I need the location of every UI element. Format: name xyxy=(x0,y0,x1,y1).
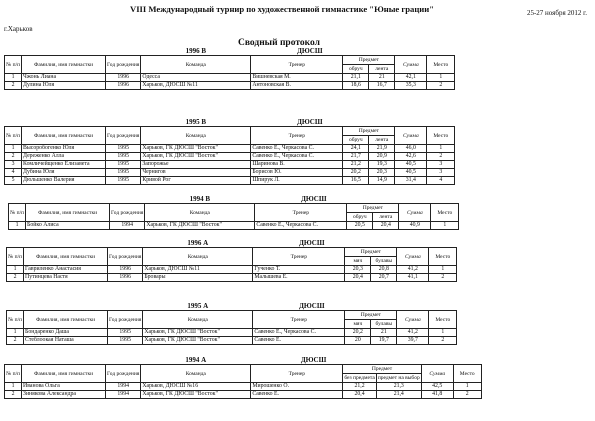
header-subject: Предмет xyxy=(343,365,421,374)
score-sum: 42,5 xyxy=(421,383,453,391)
gymnast-name: Дереженко Алла xyxy=(22,153,106,161)
row-number: 2 xyxy=(7,337,24,345)
row-number: 2 xyxy=(5,82,22,90)
results-block xyxy=(4,48,455,90)
org-label: ДЮСШ xyxy=(299,240,325,248)
birth-year: 1995 xyxy=(106,177,141,185)
score-apparatus-2: 19,3 xyxy=(369,161,395,169)
row-number: 5 xyxy=(5,177,22,185)
team-name: Харьков, ГК ДЮСШ "Восток" xyxy=(143,329,253,337)
team-name: Харьков, ГК ДЮСШ "Восток" xyxy=(141,391,251,399)
score-apparatus-2: 21,3 xyxy=(376,383,421,391)
place: 2 xyxy=(429,337,457,345)
header-place: Место xyxy=(427,127,455,145)
header-sum: Сумма xyxy=(395,127,427,145)
place: 1 xyxy=(429,266,457,274)
place: 3 xyxy=(427,161,455,169)
place: 1 xyxy=(453,383,481,391)
table-row xyxy=(7,329,457,337)
header-year: Год рождения xyxy=(106,56,141,74)
header-apparatus-1: обруч xyxy=(343,136,369,145)
header-apparatus-1: обруч xyxy=(343,65,369,74)
results-table xyxy=(6,240,457,282)
header-place: Место xyxy=(429,311,457,329)
score-apparatus-1: 20,3 xyxy=(345,266,371,274)
team-name: Харьков, ГК ДЮСШ "Восток" xyxy=(145,222,255,230)
score-apparatus-1: 21,7 xyxy=(343,153,369,161)
row-number: 1 xyxy=(9,222,26,230)
org-label: ДЮСШ xyxy=(301,196,327,204)
header-name: Фамилия, имя гимнастки xyxy=(24,311,108,329)
team-name: Бровары xyxy=(143,274,253,282)
header-sum: Сумма xyxy=(399,204,431,222)
results-table xyxy=(6,303,457,345)
row-number: 2 xyxy=(5,153,22,161)
header-name: Фамилия, имя гимнастки xyxy=(22,365,106,383)
place: 1 xyxy=(427,145,455,153)
place: 3 xyxy=(427,169,455,177)
score-apparatus-2: 14,9 xyxy=(369,177,395,185)
gymnast-name: Путинцева Настя xyxy=(24,274,108,282)
score-sum: 40,9 xyxy=(399,222,431,230)
score-apparatus-1: 24,1 xyxy=(343,145,369,153)
coach-name: Шпирук Л. xyxy=(251,177,343,185)
score-apparatus-2: 20,3 xyxy=(369,169,395,177)
score-sum: 40,5 xyxy=(395,161,427,169)
header-sum: Сумма xyxy=(397,248,429,266)
spacer-cell xyxy=(7,240,143,248)
gymnast-name: Чжонь Лиана xyxy=(22,74,106,82)
score-apparatus-2: 19,7 xyxy=(371,337,397,345)
header-team: Команда xyxy=(141,127,251,145)
spacer-cell xyxy=(7,303,143,311)
results-table xyxy=(8,196,459,230)
header-num: № п/п xyxy=(7,248,24,266)
spacer-cell xyxy=(5,48,141,56)
row-number: 1 xyxy=(5,383,22,391)
coach-name: Малышева Е. xyxy=(253,274,345,282)
table-row xyxy=(5,161,455,169)
spacer-cell xyxy=(371,303,457,311)
score-sum: 41,2 xyxy=(397,329,429,337)
header-place: Место xyxy=(427,56,455,74)
score-sum: 39,7 xyxy=(397,337,429,345)
gymnast-name: Гавриленко Анастасия xyxy=(24,266,108,274)
org-label: ДЮСШ xyxy=(300,357,327,365)
row-number: 2 xyxy=(5,391,22,399)
birth-year: 1994 xyxy=(106,383,141,391)
score-sum: 40,5 xyxy=(395,169,427,177)
header-coach: Тренер xyxy=(251,365,343,383)
birth-year: 1996 xyxy=(106,74,141,82)
score-sum: 41,1 xyxy=(397,274,429,282)
row-number: 1 xyxy=(5,145,22,153)
header-year: Год рождения xyxy=(106,365,141,383)
header-coach: Тренер xyxy=(253,311,345,329)
header-num: № п/п xyxy=(7,311,24,329)
header-team: Команда xyxy=(145,204,255,222)
header-year: Год рождения xyxy=(106,127,141,145)
score-apparatus-2: 20,8 xyxy=(371,266,397,274)
header-coach: Тренер xyxy=(255,204,347,222)
score-sum: 31,4 xyxy=(395,177,427,185)
gymnast-name: Дубина Юля xyxy=(22,169,106,177)
gymnast-name: Стеблоокая Наташа xyxy=(24,337,108,345)
table-row xyxy=(5,82,455,90)
category-title: 1995 А xyxy=(187,303,209,311)
team-name: Харьков, ГК ДЮСШ "Восток" xyxy=(141,153,251,161)
results-block xyxy=(6,303,457,345)
birth-year: 1995 xyxy=(106,169,141,177)
header-num: № п/п xyxy=(5,127,22,145)
row-number: 1 xyxy=(5,74,22,82)
gymnast-name: Иванова Ольга xyxy=(22,383,106,391)
header-place: Место xyxy=(431,204,459,222)
score-apparatus-2: 16,7 xyxy=(369,82,395,90)
spacer-cell xyxy=(369,48,455,56)
category-title: 1994 В xyxy=(189,196,211,204)
birth-year: 1995 xyxy=(106,145,141,153)
protocol-title: Сводный протокол xyxy=(238,38,320,48)
header-subject: Предмет xyxy=(345,311,397,320)
birth-year: 1995 xyxy=(108,337,143,345)
birth-year: 1994 xyxy=(110,222,145,230)
header-name: Фамилия, имя гимнастки xyxy=(26,204,110,222)
category-title: 1994 А xyxy=(185,357,207,365)
results-block xyxy=(6,240,457,282)
place: 4 xyxy=(427,177,455,185)
score-apparatus-1: 20,4 xyxy=(343,391,376,399)
gymnast-name: Дулина Юля xyxy=(22,82,106,90)
coach-name: Антоновская В. xyxy=(251,82,343,90)
spacer-cell xyxy=(5,119,141,127)
spacer-cell xyxy=(376,357,481,365)
header-apparatus-2: лента xyxy=(369,136,395,145)
team-name: Харьков, ГК ДЮСШ "Восток" xyxy=(143,337,253,345)
table-row xyxy=(5,74,455,82)
gymnast-name: Дюльшенко Валерия xyxy=(22,177,106,185)
score-apparatus-2: 21 xyxy=(369,74,395,82)
score-apparatus-1: 21,1 xyxy=(343,74,369,82)
score-apparatus-1: 20,5 xyxy=(347,222,373,230)
team-name: Запорожье xyxy=(141,161,251,169)
category-title: 1995 В xyxy=(185,119,207,127)
table-row xyxy=(5,177,455,185)
tournament-date: 25-27 ноября 2012 г. xyxy=(526,9,587,17)
place: 2 xyxy=(429,274,457,282)
coach-name: Савенко Е. xyxy=(251,391,343,399)
score-sum: 41,8 xyxy=(421,391,453,399)
table-row xyxy=(7,266,457,274)
header-team: Команда xyxy=(143,248,253,266)
table-row xyxy=(5,153,455,161)
header-apparatus-2: булавы xyxy=(371,320,397,329)
score-apparatus-1: 21,2 xyxy=(343,383,376,391)
place: 1 xyxy=(429,329,457,337)
header-place: Место xyxy=(453,365,481,383)
coach-name: Мирошенко О. xyxy=(251,383,343,391)
score-apparatus-1: 20,2 xyxy=(343,169,369,177)
spacer-cell xyxy=(369,119,455,127)
header-year: Год рождения xyxy=(108,248,143,266)
team-name: Чернигов xyxy=(141,169,251,177)
header-year: Год рождения xyxy=(110,204,145,222)
org-label: ДЮСШ xyxy=(297,119,323,127)
category-title: 1996 А xyxy=(187,240,209,248)
score-apparatus-2: 20,9 xyxy=(369,153,395,161)
header-team: Команда xyxy=(141,365,251,383)
coach-name: Савенко Е. xyxy=(253,337,345,345)
team-name: Харьков, ДЮСШ №11 xyxy=(141,82,251,90)
score-apparatus-1: 20 xyxy=(345,337,371,345)
results-table xyxy=(4,119,455,185)
birth-year: 1996 xyxy=(106,82,141,90)
spacer-cell xyxy=(371,240,457,248)
results-block xyxy=(4,357,482,399)
header-sum: Сумма xyxy=(421,365,453,383)
coach-name: Вишневская М. xyxy=(251,74,343,82)
table-row xyxy=(5,169,455,177)
results-block xyxy=(8,196,459,230)
score-sum: 35,3 xyxy=(395,82,427,90)
gymnast-name: Комличейщенко Елизавета xyxy=(22,161,106,169)
coach-name: Савенко Е., Черкасова С. xyxy=(251,153,343,161)
place: 1 xyxy=(427,74,455,82)
org-label: ДЮСШ xyxy=(299,303,325,311)
gymnast-name: Высоробогенко Юля xyxy=(22,145,106,153)
score-apparatus-1: 20,4 xyxy=(345,274,371,282)
birth-year: 1995 xyxy=(108,329,143,337)
score-apparatus-2: 21,4 xyxy=(376,391,421,399)
birth-year: 1996 xyxy=(108,274,143,282)
score-sum: 42,6 xyxy=(395,153,427,161)
header-apparatus-1: без предмета xyxy=(344,375,375,381)
header-name: Фамилия, имя гимнастки xyxy=(22,56,106,74)
header-apparatus-2: булавы xyxy=(371,257,397,266)
score-apparatus-2: 21,9 xyxy=(369,145,395,153)
gymnast-name: Зинякова Александра xyxy=(22,391,106,399)
birth-year: 1994 xyxy=(106,391,141,399)
gymnast-name: Бондаренко Даша xyxy=(24,329,108,337)
tournament-title: VIII Международный турнир по художественной гимнастике "Юные грации" xyxy=(130,4,434,14)
team-name: Харьков, ГК ДЮСШ "Восток" xyxy=(141,145,251,153)
header-place: Место xyxy=(429,248,457,266)
header-num: № п/п xyxy=(5,365,22,383)
table-row xyxy=(5,391,482,399)
header-sum: Сумма xyxy=(395,56,427,74)
coach-name: Гученко Т. xyxy=(253,266,345,274)
header-apparatus-1: мяч xyxy=(345,257,371,266)
score-apparatus-1: 18,6 xyxy=(343,82,369,90)
header-name: Фамилия, имя гимнастки xyxy=(22,127,106,145)
row-number: 1 xyxy=(7,329,24,337)
header-apparatus-1: мяч xyxy=(345,320,371,329)
coach-name: Шаринова В. xyxy=(251,161,343,169)
header-subject: Предмет xyxy=(343,127,395,136)
header-apparatus-2: лента xyxy=(373,213,399,222)
place: 2 xyxy=(453,391,481,399)
results-table xyxy=(4,357,482,399)
header-num: № п/п xyxy=(9,204,26,222)
row-number: 2 xyxy=(7,274,24,282)
place: 1 xyxy=(431,222,459,230)
team-name: Харьков, ДЮСШ №16 xyxy=(141,383,251,391)
header-subject: Предмет xyxy=(347,204,399,213)
header-coach: Тренер xyxy=(251,127,343,145)
spacer-cell xyxy=(9,196,145,204)
score-apparatus-1: 21,2 xyxy=(343,161,369,169)
coach-name: Борисов Ю. xyxy=(251,169,343,177)
row-number: 4 xyxy=(5,169,22,177)
coach-name: Савенко Е., Черкасова С. xyxy=(251,145,343,153)
birth-year: 1995 xyxy=(106,161,141,169)
header-apparatus-2: лента xyxy=(369,65,395,74)
results-table xyxy=(4,48,455,90)
table-row xyxy=(7,337,457,345)
table-row xyxy=(9,222,459,230)
header-name: Фамилия, имя гимнастки xyxy=(24,248,108,266)
birth-year: 1995 xyxy=(106,153,141,161)
header-coach: Тренер xyxy=(251,56,343,74)
header-sum: Сумма xyxy=(397,311,429,329)
score-sum: 42,1 xyxy=(395,74,427,82)
gymnast-name: Бойко Алиса xyxy=(26,222,110,230)
score-apparatus-1: 20,2 xyxy=(345,329,371,337)
results-block xyxy=(4,119,455,185)
city-label: г.Харьков xyxy=(4,25,33,33)
table-row xyxy=(5,145,455,153)
place: 2 xyxy=(427,82,455,90)
header-year: Год рождения xyxy=(108,311,143,329)
header-team: Команда xyxy=(141,56,251,74)
score-sum: 41,2 xyxy=(397,266,429,274)
team-name: Одесса xyxy=(141,74,251,82)
org-label: ДЮСШ xyxy=(297,48,323,56)
header-num: № п/п xyxy=(5,56,22,74)
coach-name: Савенко Е., Черкасова С. xyxy=(255,222,347,230)
team-name: Харьков, ДЮСШ №11 xyxy=(143,266,253,274)
score-apparatus-2: 20,7 xyxy=(371,274,397,282)
header-subject: Предмет xyxy=(345,248,397,257)
table-row xyxy=(5,383,482,391)
score-apparatus-1: 16,5 xyxy=(343,177,369,185)
header-team: Команда xyxy=(143,311,253,329)
place: 2 xyxy=(427,153,455,161)
row-number: 3 xyxy=(5,161,22,169)
score-apparatus-2: 21 xyxy=(371,329,397,337)
table-row xyxy=(7,274,457,282)
coach-name: Савенко Е., Черкасова С. xyxy=(253,329,345,337)
score-sum: 46,0 xyxy=(395,145,427,153)
header-apparatus-2: предмет на выбор xyxy=(377,375,420,381)
header-coach: Тренер xyxy=(253,248,345,266)
spacer-cell xyxy=(373,196,459,204)
row-number: 1 xyxy=(7,266,24,274)
header-apparatus-1: обруч xyxy=(347,213,373,222)
header-subject: Предмет xyxy=(343,56,395,65)
category-title: 1996 В xyxy=(185,48,207,56)
spacer-cell xyxy=(5,357,141,365)
score-apparatus-2: 20,4 xyxy=(373,222,399,230)
team-name: Кривой Рог xyxy=(141,177,251,185)
birth-year: 1996 xyxy=(108,266,143,274)
